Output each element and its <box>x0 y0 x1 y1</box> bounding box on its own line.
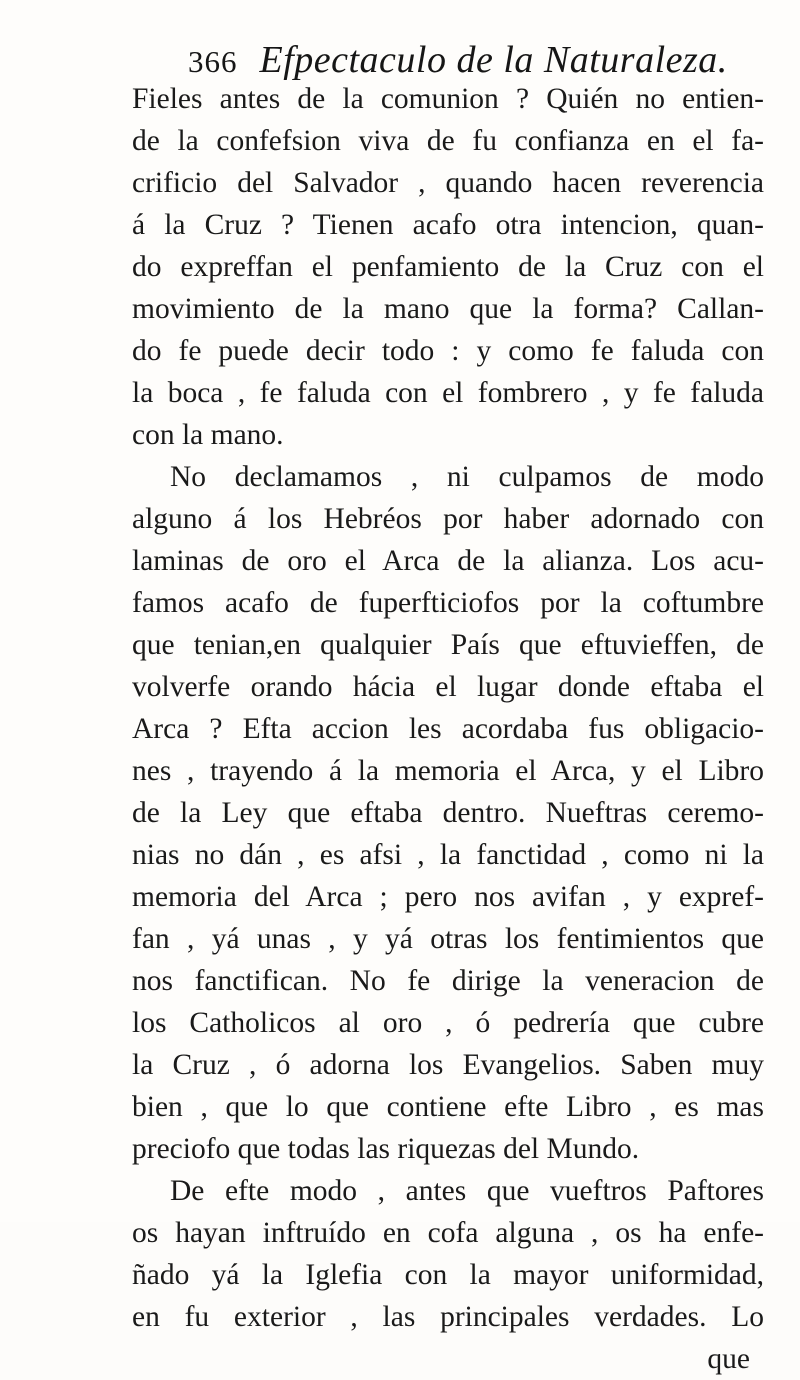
text-line: Fieles antes de la comunion ? Quién no entien- <box>132 83 764 115</box>
text-line: ñado yá la Iglefia con la mayor uniformidad, <box>132 1259 764 1291</box>
running-title: Efpectaculo de la Naturaleza. <box>259 39 728 81</box>
text-line: con la mano. <box>132 419 284 451</box>
text-line: Arca ? Efta accion les acordaba fus obligacio- <box>132 713 764 745</box>
body-text <box>132 78 764 1380</box>
catchword: que <box>707 1343 750 1375</box>
text-line: laminas de oro el Arca de la alianza. Los acu- <box>132 545 764 577</box>
text-line: á la Cruz ? Tienen acafo otra intencion, quan- <box>132 209 764 241</box>
page-number: 366 <box>188 44 238 79</box>
paragraph-start-line: No declamamos , ni culpamos de modo <box>170 461 764 493</box>
text-line: en fu exterior , las principales verdades. Lo <box>132 1301 764 1333</box>
text-line: la Cruz , ó adorna los Evangelios. Saben muy <box>132 1049 764 1081</box>
text-line: volverfe orando hácia el lugar donde eftaba el <box>132 671 764 703</box>
text-line: la boca , fe faluda con el fombrero , y fe faluda <box>132 377 764 409</box>
text-line: los Catholicos al oro , ó pedrería que cubre <box>132 1007 764 1039</box>
text-line: alguno á los Hebréos por haber adornado con <box>132 503 764 535</box>
text-line: os hayan inftruído en cofa alguna , os ha enfe- <box>132 1217 764 1249</box>
text-line: movimiento de la mano que la forma? Callan- <box>132 293 764 325</box>
text-line: do expreffan el penfamiento de la Cruz con el <box>132 251 764 283</box>
text-line: fan , yá unas , y yá otras los fentimientos que <box>132 923 764 955</box>
text-line: do fe puede decir todo : y como fe faluda con <box>132 335 764 367</box>
text-line: nos fanctifican. No fe dirige la veneracion de <box>132 965 764 997</box>
paragraph-start-line: De efte modo , antes que vueftros Paftores <box>170 1175 764 1207</box>
text-line: famos acafo de fuperfticiofos por la coftumbre <box>132 587 764 619</box>
text-line: crificio del Salvador , quando hacen reverencia <box>132 167 764 199</box>
page-header <box>188 38 728 82</box>
text-line: de la confefsion viva de fu confianza en el fa- <box>132 125 764 157</box>
text-line: que tenian,en qualquier País que eftuvieffen, de <box>132 629 764 661</box>
text-line: nias no dán , es afsi , la fanctidad , como ni la <box>132 839 764 871</box>
text-line: nes , trayendo á la memoria el Arca, y el Libro <box>132 755 764 787</box>
text-line: preciofo que todas las riquezas del Mundo. <box>132 1133 640 1165</box>
text-line: memoria del Arca ; pero nos avifan , y expref- <box>132 881 764 913</box>
text-line: bien , que lo que contiene efte Libro , es mas <box>132 1091 764 1123</box>
text-line: de la Ley que eftaba dentro. Nueftras ceremo- <box>132 797 764 829</box>
